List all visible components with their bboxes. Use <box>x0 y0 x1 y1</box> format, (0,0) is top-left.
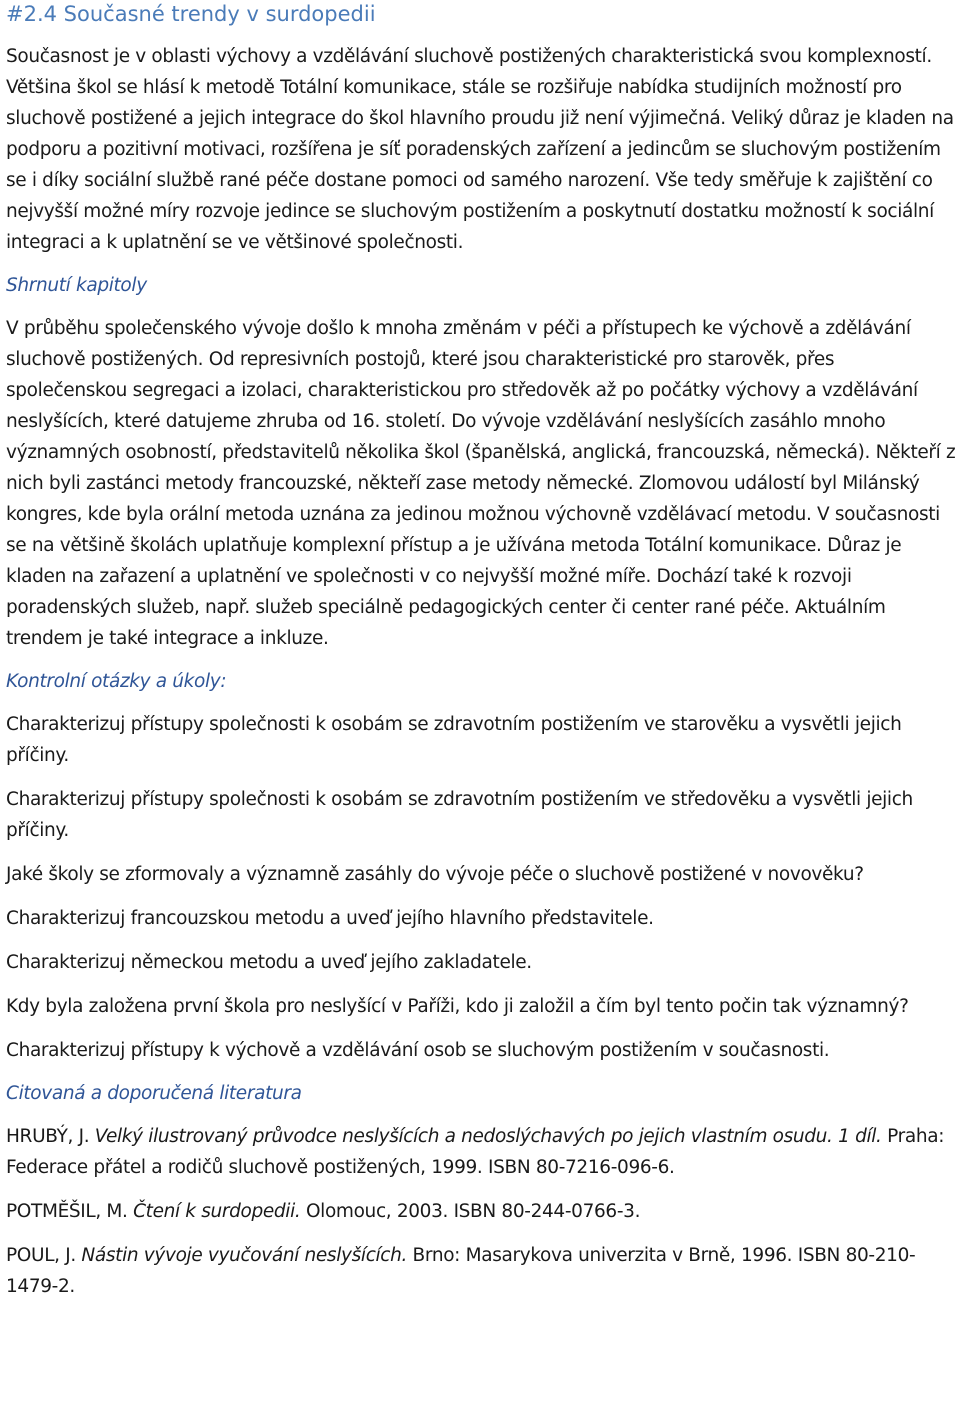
reference-item <box>6 1240 956 1302</box>
reference-publication: Brno: Masarykova univerzita v Brně, 1996. ISBN 80-210-1479-2. <box>6 1245 916 1297</box>
literature-title: Citovaná a doporučená literatura <box>6 1083 302 1104</box>
section-heading: #2.4 Současné trendy v surdopedii <box>6 2 376 26</box>
question-item: Charakterizuj francouzskou metodu a uveď jejího hlavního představitele. <box>6 908 654 929</box>
question-item: Charakterizuj přístupy společnosti k osobám se zdravotním postižením ve středověku a vysvětli jejich příčiny. <box>6 789 913 841</box>
question-item: Kdy byla založena první škola pro neslyšící v Paříži, kdo ji založil a čím byl tento počin tak významný? <box>6 996 909 1017</box>
question-item: Charakterizuj přístupy k výchově a vzdělávání osob se sluchovým postižením v současnosti. <box>6 1040 830 1061</box>
summary-paragraph: V průběhu společenského vývoje došlo k mnoha změnám v péči a přístupech ke výchově a zdělávání sluchově postižených. Od represivních postojů, které jsou charakteristické pro starověk, přes společenskou segregaci a izolaci, charakteristickou pro středověk až po počátky výchovy a vzdělávání neslyšících, které datujeme zhruba od 16. století. Do vývoje vzdělávání neslyšících zasáhlo mnoho významných osobností, představitelů několika škol (španělská, anglická, francouzská, německá). Někteří z nich byli zastánci metody francouzské, někteří zase metody německé. Zlomovou událostí byl Milánský kongres, kde byla orální metoda uznána za jedinou možnou výchovně vzdělávací metodu. V současnosti se na většině školách uplatňuje komplexní přístup a je užívána metoda Totální komunikace. Důraz je kladen na zařazení a uplatnění ve společnosti v co nejvyšší možné míře. Dochází také k rozvoji poradenských služeb, např. služeb speciálně pedagogických center či center rané péče. Aktuálním trendem je také integrace a inkluze. <box>6 318 956 649</box>
reference-author: POUL, J. <box>6 1245 82 1266</box>
reference-author: HRUBÝ, J. <box>6 1126 95 1147</box>
question-item: Charakterizuj německou metodu a uveď jejího zakladatele. <box>6 952 532 973</box>
reference-title: Nástin vývoje vyučování neslyšících. <box>81 1245 408 1266</box>
reference-publication: Olomouc, 2003. ISBN 80-244-0766-3. <box>300 1201 641 1222</box>
question-item: Jaké školy se zformovaly a významně zasáhly do vývoje péče o sluchově postižené v novověku? <box>6 864 864 885</box>
reference-item <box>6 1121 956 1183</box>
reference-title: Velký ilustrovaný průvodce neslyšících a nedoslýchavých po jejich vlastním osudu. 1 díl. <box>94 1126 882 1147</box>
intro-paragraph: Současnost je v oblasti výchovy a vzdělávání sluchově postižených charakteristická svou komplexností. Většina škol se hlásí k metodě Totální komunikace, stále se rozšiřuje nabídka studijních možností pro sluchově postižené a jejich integrace do škol hlavního proudu již není výjimečná. Veliký důraz je kladen na podporu a pozitivní motivaci, rozšířena je síť poradenských zařízení a jedincům se sluchovým postižením se i díky sociální službě rané péče dostane pomoci od samého narození. Vše tedy směřuje k zajištění co nejvyšší možné míry rozvoje jedince se sluchovým postižením a poskytnutí dostatku možností k sociální integraci a k uplatnění se ve většinové společnosti. <box>6 46 954 253</box>
summary-title: Shrnutí kapitoly <box>6 275 147 296</box>
reference-title: Čtení k surdopedii. <box>133 1201 301 1222</box>
questions-title: Kontrolní otázky a úkoly: <box>6 671 227 692</box>
reference-publication: Praha: Federace přátel a rodičů sluchově postižených, 1999. ISBN 80-7216-096-6. <box>6 1126 945 1178</box>
question-item: Charakterizuj přístupy společnosti k osobám se zdravotním postižením ve starověku a vysvětli jejich příčiny. <box>6 714 902 766</box>
reference-item <box>6 1196 956 1227</box>
reference-author: POTMĚŠIL, M. <box>6 1201 134 1222</box>
